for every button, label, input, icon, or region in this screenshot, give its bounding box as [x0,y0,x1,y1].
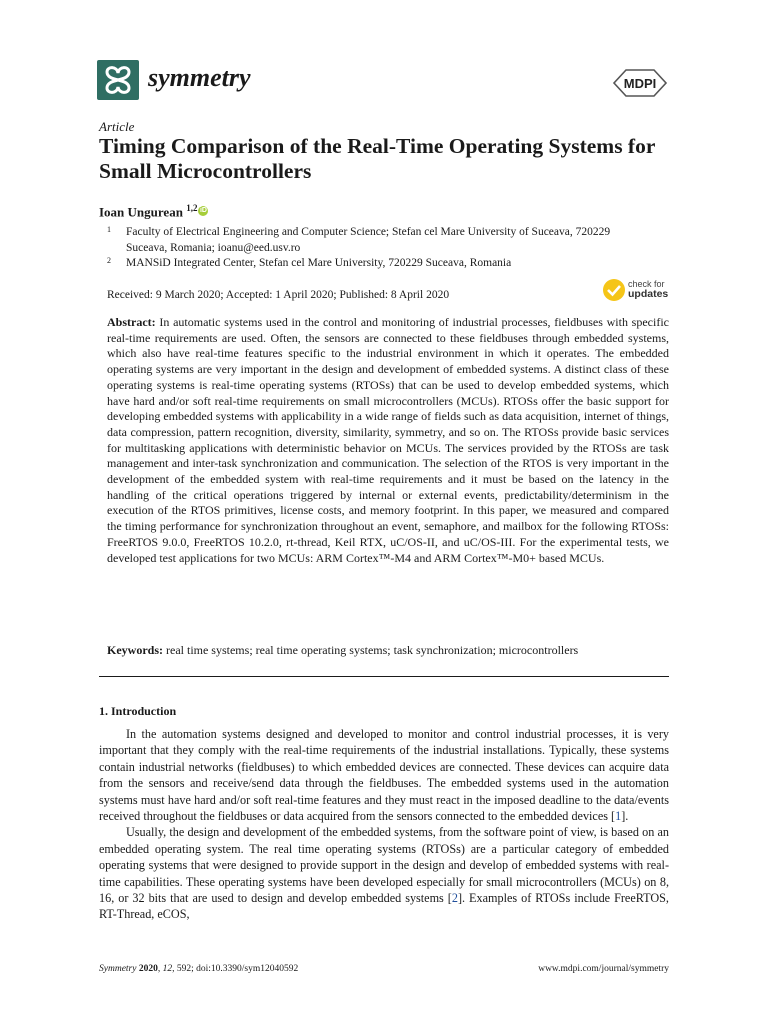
paragraph-text: In the automation systems designed and developed to monitor and control industrial processes, it is very important that they comply with the real-time requirements of the industrial installations. Typically, these systems contain industrial networks (fieldbuses) to which embedded devices are connected. These devices can acquire data from the sensors and receive/send data through the fieldbuses. The embedded systems used in the automation systems must have hard and/or soft real-time features and they must react in the imposed deadline to the data/events received throughout the fieldbuses or data acquired from the sensors connected to the embedded devices [ [99,727,669,824]
author-name[interactable]: Ioan Ungurean [99,204,183,220]
footer-year: 2020 [138,964,158,974]
paragraph-text: Usually, the design and development of the embedded systems, from the software point of view, is based on an embedded operating system. The real time operating systems (RTOSs) are a particular category of embedded operating systems that were designed to provide support in the design and develop of embedded systems with real-time capabilities. These operating systems have been developed especially for small microcontrollers (MCUs) on 8, 16, or 32 bits that are used to design and develop embedded systems [ [99,825,669,906]
paragraph-text-end: ]. Examples of RTOSs include FreeRTOS, RT-Thread, eCOS, [99,891,669,922]
check-for-updates-label[interactable] [628,279,668,299]
keywords-label: Keywords: [107,643,163,657]
author-line [99,203,208,220]
citation-link[interactable]: 2 [451,891,458,906]
check-line1: check for [628,279,665,289]
footer-journal: Symmetry [99,964,137,974]
paragraph [99,824,669,922]
abstract-text: In automatic systems used in the control and monitoring of industrial processes, fieldbuses with specific real-time requirements are used. Often, the sensors are connected to these fieldbuses through embedded systems, which also have real-time features specific to the industrial environment in which it operates. The embedded operating systems are very important in the design and development of embedded systems. A distinct class of these operating systems is real-time operating systems (RTOSs) that can be used to develop embedded systems, which have hard and/or soft real-time requirements on small microcontrollers (MCUs). RTOSs offer the basic support for developing embedded systems with applicability in a wide range of fields such as data acquisition, internet of things, data compression, pattern recognition, diversity, similarity, symmetry, and so on. The RTOSs provide basic services for multitasking applications with deterministic behavior on MCUs. The services provided by the RTOSs are task management and inter-task synchronization and communication. The selection of the RTOS is very important in the development of the embedded system with real-time requirements and it must be based on the latency in the handling of the critical operations triggered by internal or external events, predictability/determinism in the execution of the RTOS primitives, license costs, and memory footprint. In this paper, we measured and compared the timing performance for synchronization throughout an event, semaphore, and mailbox for the following RTOSs: FreeRTOS 9.0.0, FreeRTOS 10.2.0, rt-thread, Keil RTX, uC/OS-II, and uC/OS-III. For the experimental tests, we developed test applications for two MCUs: ARM Cortex™-M4 and ARM Cortex™-M0+ based MCUs. [107,315,669,565]
abstract-label: Abstract: [107,315,156,329]
mdpi-logo-icon [612,68,668,98]
affiliation-text: Faculty of Electrical Engineering and Computer Science; Stefan cel Mare University of Suceava, 720229 Suceava, Romania; ioanu@eed.usv.ro [126,226,611,254]
check-for-updates-icon[interactable] [602,278,626,302]
footer-citation: Symmetry 2020, 12, 592; doi:10.3390/sym12040592 [99,964,299,974]
affiliation-2 [107,256,647,272]
footer-doi: , 592; doi:10.3390/sym12040592 [172,964,299,974]
keywords [107,642,669,658]
section-divider [99,676,669,677]
symmetry-logo-icon [97,60,139,100]
keywords-text: real time systems; real time operating systems; task synchronization; microcontrollers [166,643,579,657]
paragraph-text-end: ]. [621,809,629,824]
paragraph [99,726,669,824]
journal-name: symmetry [148,63,251,92]
article-type: Article [99,119,135,134]
article-title: Timing Comparison of the Real-Time Operating Systems for Small Microcontrollers [99,134,655,183]
publisher-label: MDPI [623,76,657,91]
footer-url[interactable]: www.mdpi.com/journal/symmetry [538,964,669,974]
affiliation-1 [107,225,647,256]
citation-link[interactable]: 1 [615,809,622,824]
affiliation-number: 1 [107,225,111,234]
abstract [107,315,669,566]
section-heading-introduction: 1. Introduction [99,704,177,718]
affiliation-text: MANSiD Integrated Center, Stefan cel Mare University, 720229 Suceava, Romania [126,257,512,269]
publication-dates: Received: 9 March 2020; Accepted: 1 April 2020; Published: 8 April 2020 [107,289,450,301]
introduction-body [99,726,669,923]
check-line2: updates [628,288,669,300]
orcid-icon[interactable]: iD [199,207,207,215]
affiliation-number: 2 [107,256,111,265]
author-affiliation-sup: 1,2 [186,203,198,213]
footer-volume: 12 [162,964,173,974]
